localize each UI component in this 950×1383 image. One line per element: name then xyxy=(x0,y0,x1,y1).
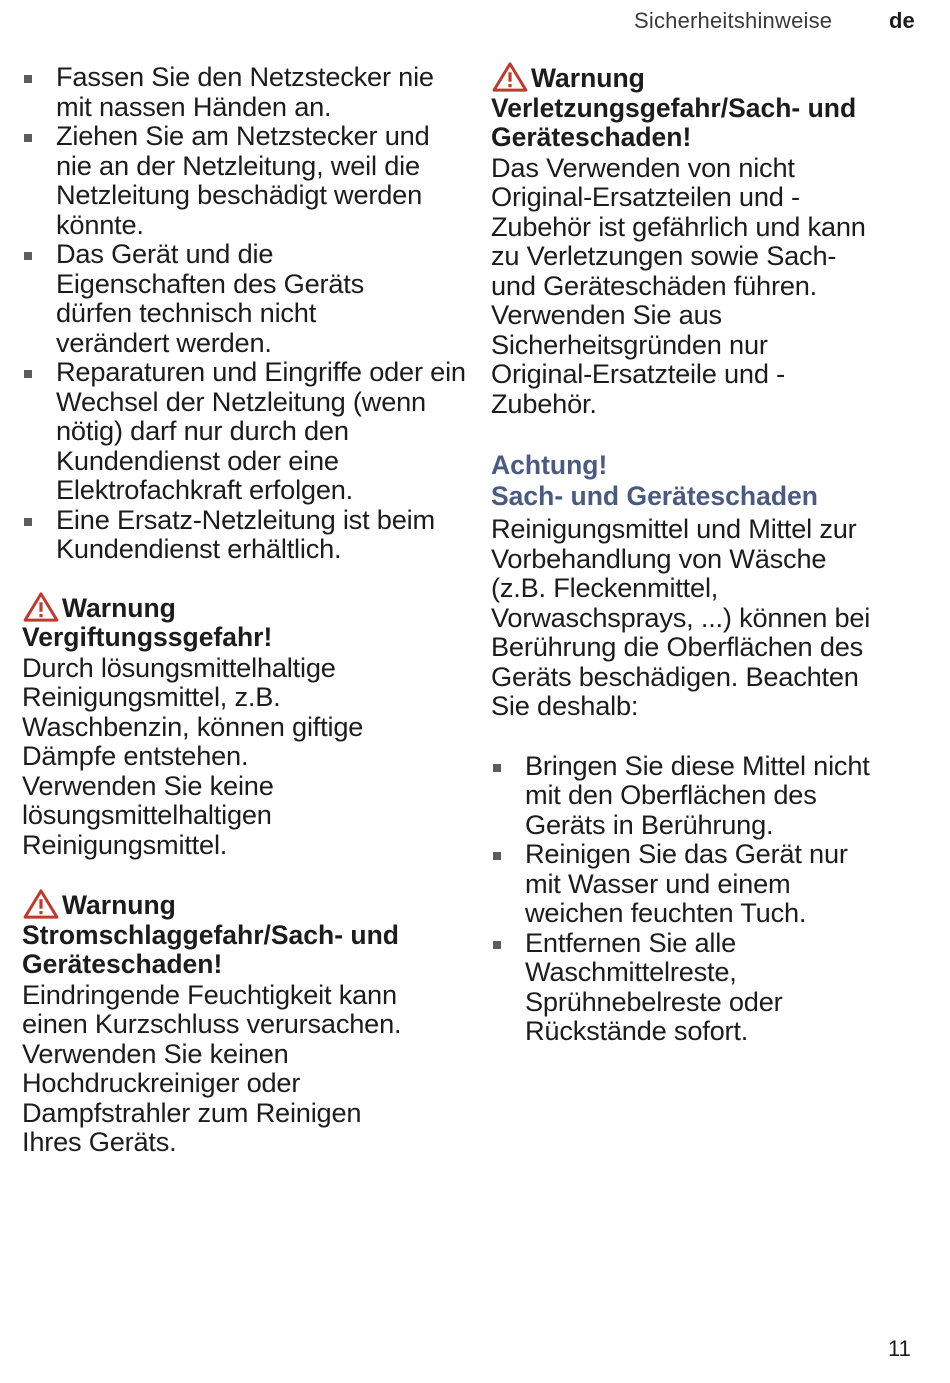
text-line: Durch lösungsmittelhaltige xyxy=(22,651,336,683)
list-item: Eine Ersatz-Netzleitung ist beim Kundendienst erhältlich. xyxy=(22,505,456,564)
text-line: Sicherheitsgründen nur xyxy=(491,328,768,360)
text-line: Rückstände sofort. xyxy=(525,1015,749,1046)
language-code: de xyxy=(889,8,915,33)
text-line: Geräts in Berührung. xyxy=(525,808,774,840)
warning-text xyxy=(22,653,457,860)
warning-triangle-icon xyxy=(22,592,60,622)
text-line: Das Verwenden von nicht xyxy=(491,151,795,183)
warning-triangle-icon xyxy=(491,62,529,92)
warning-title-line: Verletzungsgefahr/Sach- und xyxy=(491,92,857,123)
text-line: Waschbenzin, können giftige xyxy=(22,710,364,742)
text-line: Zubehör. xyxy=(491,387,597,419)
text-line: Bringen Sie diese Mittel nicht xyxy=(525,749,870,781)
text-line: Vorwaschsprays, ...) können bei xyxy=(491,601,871,633)
list-item: Ziehen Sie am Netzstecker und nie an der Netzleitung, weil die Netzleitung beschädigt werden könnte. xyxy=(22,121,461,239)
text-line: Verwenden Sie keine xyxy=(22,769,274,801)
text-line: Reinigen Sie das Gerät nur xyxy=(525,838,848,869)
list-item xyxy=(491,751,923,840)
text-line: und Geräteschäden führen. xyxy=(491,269,818,301)
caution-text xyxy=(491,514,923,721)
text-line: Dampfstrahler zum Reinigen xyxy=(22,1096,362,1128)
warning-label: Warnung xyxy=(531,63,645,93)
text-line: zu Verletzungen sowie Sach- xyxy=(491,240,837,271)
warning-title-line: Stromschlaggefahr/Sach- und xyxy=(22,919,399,950)
text-line: Berührung die Oberflächen des xyxy=(491,631,864,662)
text-line: Geräts beschädigen. Beachten xyxy=(491,660,859,692)
warning-text xyxy=(22,980,457,1157)
text-line: Reinigungsmittel und Mittel zur xyxy=(491,513,857,544)
list-item: Reparaturen und Eingriffe oder ein Wechsel der Netzleitung (wenn nötig) darf nur durch den Kundendienst oder eine Elektrofachkraft erfolgen. xyxy=(22,357,476,505)
text-line: Sprühnebelreste oder xyxy=(525,985,783,1017)
text-line: Original-Ersatzteilen und - xyxy=(491,181,800,212)
text-line: Reinigungsmittel, z.B. xyxy=(22,681,281,712)
text-line: mit Wasser und einem xyxy=(525,867,791,899)
warning-title-line: Geräteschaden! xyxy=(22,949,223,979)
caution-material-damage xyxy=(491,450,923,721)
text-line: Ihres Geräts. xyxy=(22,1126,177,1157)
warning-triangle-icon xyxy=(22,889,60,919)
list-item: Fassen Sie den Netzstecker nie mit nassen Händen an. xyxy=(22,62,476,121)
warning-electric-shock xyxy=(22,889,457,1157)
caution-title: Sach- und Geräteschaden xyxy=(491,481,818,511)
warning-poisoning xyxy=(22,592,457,860)
text-line: Eindringende Feuchtigkeit kann xyxy=(22,978,397,1010)
text-line: (z.B. Fleckenmittel, xyxy=(491,572,719,603)
text-line: Reinigungsmittel. xyxy=(22,828,228,860)
running-header-section: Sicherheitshinweise xyxy=(634,8,833,33)
text-line: Waschmittelreste, xyxy=(525,956,737,987)
warning-title: Vergiftungssgefahr! xyxy=(22,622,273,652)
warning-label: Warnung xyxy=(62,592,176,623)
text-line: Original-Ersatzteile und - xyxy=(491,358,785,389)
text-line: Hochdruckreiniger oder xyxy=(22,1067,301,1098)
text-line: Sie deshalb: xyxy=(491,690,639,721)
warning-label: Warnung xyxy=(62,890,176,920)
list-item: Das Gerät und die Eigenschaften des Geräts dürfen technisch nicht verändert werden. xyxy=(22,239,406,357)
text-line: mit den Oberflächen des xyxy=(525,779,817,810)
right-bullet-list xyxy=(491,751,923,1046)
warning-heading xyxy=(22,592,457,624)
text-line: weichen feuchten Tuch. xyxy=(525,897,807,928)
left-bullet-list xyxy=(22,61,466,564)
left-column xyxy=(22,61,466,1157)
text-line: Vorbehandlung von Wäsche xyxy=(491,542,827,574)
text-line: Dämpfe entstehen. xyxy=(22,740,249,771)
list-item xyxy=(491,839,923,928)
right-column xyxy=(491,62,923,1046)
warning-injury xyxy=(491,62,923,418)
text-line: Entfernen Sie alle xyxy=(525,926,737,958)
caution-label: Achtung! xyxy=(491,450,608,480)
text-line: Verwenden Sie keinen xyxy=(22,1037,289,1069)
page-number: 11 xyxy=(888,1336,911,1361)
warning-text xyxy=(491,153,923,419)
warning-heading xyxy=(491,62,923,94)
warning-heading xyxy=(22,889,457,921)
text-line: einen Kurzschluss verursachen. xyxy=(22,1008,402,1039)
text-line: lösungsmittelhaltigen xyxy=(22,799,272,830)
text-line: Zubehör ist gefährlich und kann xyxy=(491,210,866,242)
list-item xyxy=(491,928,923,1046)
text-line: Verwenden Sie aus xyxy=(491,299,722,330)
warning-title-line: Geräteschaden! xyxy=(491,122,692,152)
